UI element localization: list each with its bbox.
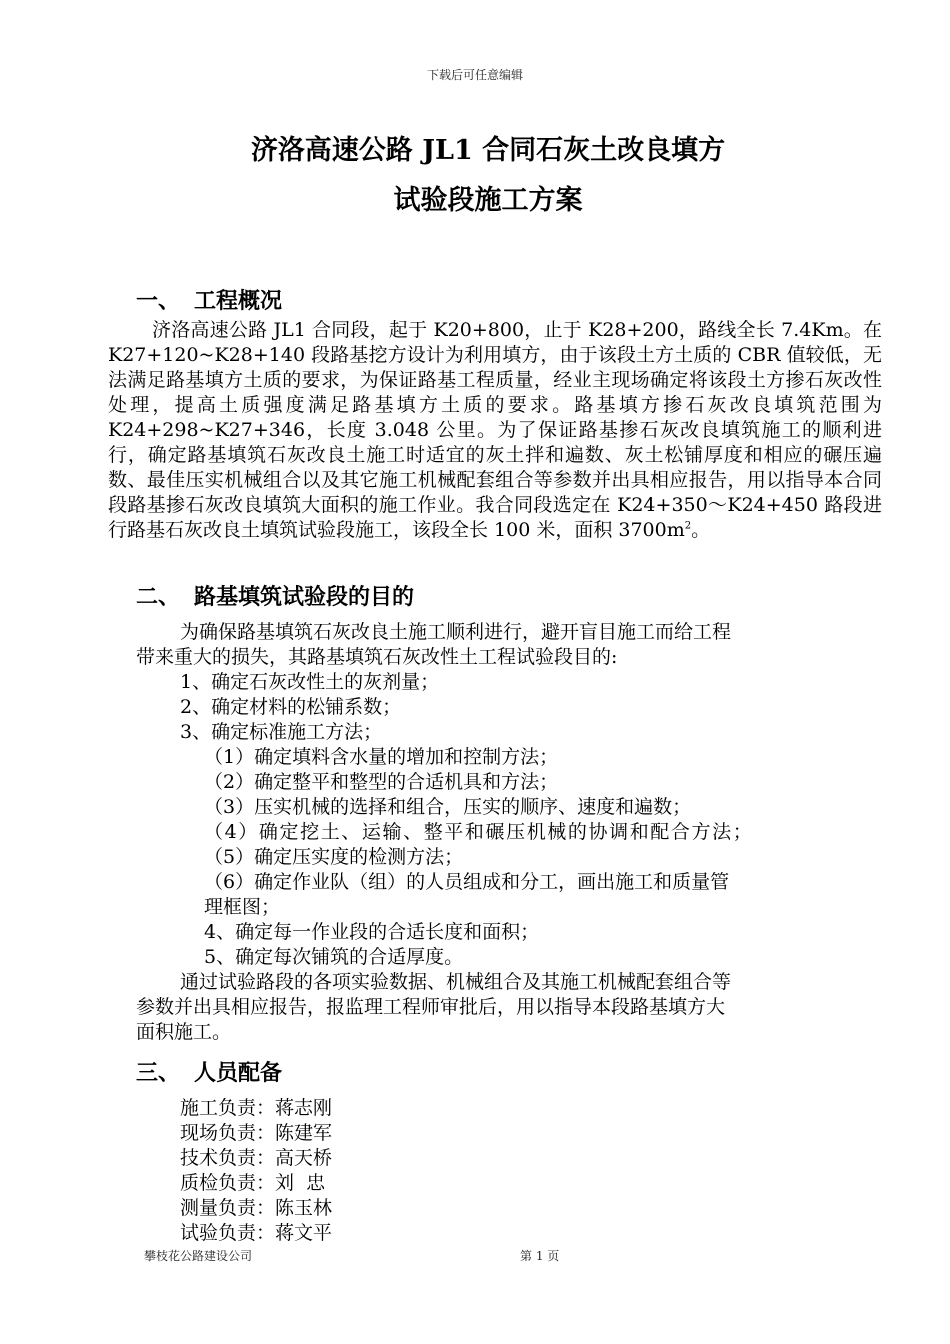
staff-site-lead: 现场负责：陈建军 — [180, 1122, 333, 1144]
purpose-conclusion-line-1: 通过试验路段的各项实验数据、机械组合及其施工机械配套组合等 — [180, 971, 732, 993]
purpose-item-4: 4、确定每一作业段的合适长度和面积； — [204, 921, 540, 943]
staff-survey-lead: 测量负责：陈玉林 — [180, 1197, 333, 1219]
staff-quality-lead: 质检负责：刘 忠 — [180, 1172, 326, 1194]
purpose-item-1: 1、确定石灰改性土的灰剂量； — [180, 671, 440, 693]
purpose-subitem-6-line-1: （6）确定作业队（组）的人员组成和分工，画出施工和质量管 — [204, 871, 730, 893]
document-title-line-1: 济洛高速公路 JL1 合同石灰土改良填方 — [250, 135, 726, 166]
purpose-conclusion-line-2: 参数并出具相应报告，报监理工程师审批后，用以指导本段路基填方大 — [136, 996, 726, 1018]
purpose-intro-line-1: 为确保路基填筑石灰改良土施工顺利进行，避开盲目施工而给工程 — [180, 621, 732, 643]
purpose-subitem-6-line-2: 理框图； — [204, 896, 281, 918]
section-heading-purpose — [136, 580, 414, 611]
purpose-subitem-2: （2）确定整平和整型的合适机具和方法； — [204, 771, 559, 793]
section-title: 人员配备 — [194, 1060, 283, 1086]
footer-company: 攀枝花公路建设公司 — [144, 1249, 253, 1263]
purpose-intro-line-2: 带来重大的损失，其路基填筑石灰改性土工程试验段目的: — [136, 646, 618, 668]
section-title: 工程概况 — [194, 288, 283, 314]
section-number: 三、 — [136, 1060, 181, 1086]
staff-technical-lead: 技术负责：高天桥 — [180, 1147, 333, 1169]
area-unit-superscript: 2 — [684, 520, 692, 532]
section-heading-overview — [136, 284, 282, 315]
purpose-conclusion-line-3: 面积施工。 — [136, 1021, 232, 1043]
staff-testing-lead: 试验负责：蒋文平 — [180, 1222, 333, 1244]
purpose-item-5: 5、确定每次铺筑的合适厚度。 — [204, 946, 464, 968]
purpose-item-3: 3、确定标准施工方法； — [180, 721, 383, 743]
header-note: 下载后可任意编辑 — [426, 68, 523, 82]
section-number: 二、 — [136, 584, 181, 610]
section-title: 路基填筑试验段的目的 — [194, 584, 415, 610]
section-heading-staff — [136, 1056, 282, 1087]
overview-end: 。 — [691, 519, 711, 541]
overview-paragraph — [108, 318, 882, 543]
purpose-subitem-5: （5）确定压实度的检测方法； — [204, 846, 464, 868]
purpose-subitem-3: （3）压实机械的选择和组合，压实的顺序、速度和遍数； — [204, 796, 692, 818]
footer-page-number: 第 1 页 — [520, 1249, 560, 1263]
purpose-subitem-4: （4）确定挖土、运输、整平和碾压机械的协调和配合方法； — [204, 821, 754, 843]
overview-text: 济洛高速公路 JL1 合同段，起于 K20+800，止于 K28+200，路线全长 7.4Km。在 K27+120~K28+140 段路基挖方设计为利用填方，由于该段土方土质的 CBR 值较低，无法满足路基填方土质的要求，为保证路基工程质量，经业主现场确定将该段土方掺石灰改性处理，提高土质强度满足路基填方土质的要求。路基填方掺石灰改良填筑范围为 K24+298~K27+346，长度 3.048 公里。为了保证路基掺石灰改良填筑施工的顺利进行，确定路基填筑石灰改良土施工时适宜的灰土拌和遍数、灰土松铺厚度和相应的碾压遍数、最佳压实机械组合以及其它施工机械配套组合等参数并出具相应报告，用以指导本合同段路基掺石灰改良填筑大面积的施工作业。我合同段选定在 K24+350～K24+450 路段进行路基石灰改良土填筑试验段施工，该段全长 100 米，面积 3700m — [108, 319, 882, 541]
purpose-item-2: 2、确定材料的松铺系数； — [180, 696, 402, 718]
document-title-line-2: 试验段施工方案 — [393, 185, 583, 216]
staff-construction-lead: 施工负责：蒋志刚 — [180, 1097, 333, 1119]
purpose-subitem-1: （1）确定填料含水量的增加和控制方法； — [204, 746, 559, 768]
section-number: 一、 — [136, 288, 181, 314]
